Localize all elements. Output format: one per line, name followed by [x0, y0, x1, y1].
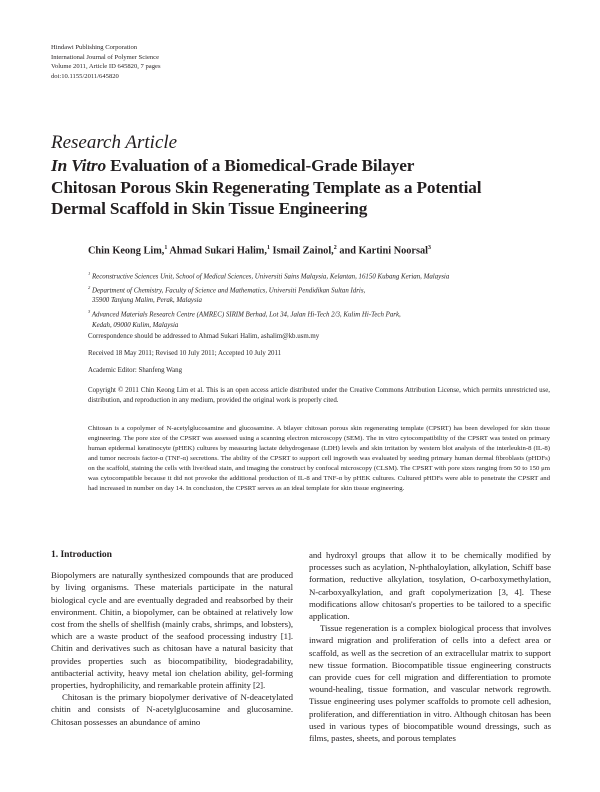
affiliation-1-marker: 1 [88, 271, 91, 276]
academic-editor: Academic Editor: Shanfeng Wang [88, 367, 183, 374]
affiliation-2-cont: 35900 Tanjung Malim, Perak, Malaysia [92, 297, 202, 305]
author-1-affil: 1 [164, 245, 168, 251]
journal-name: International Journal of Polymer Science [51, 53, 160, 61]
publisher-name: Hindawi Publishing Corporation [51, 44, 138, 51]
section-heading: 1. Introduction [51, 549, 112, 560]
intro-paragraph-4: Tissue regeneration is a complex biological process that involves inward migration and proliferation of cells into a defect area or scaffold, as well as the secretion of an extracellular matrix to support new tissue formation. Biocompatible tissue engineering constructs can provide cues for cell migration and differentiation to promote wound-healing, tissue formation, and vascular network regrowth. Tissue engineering uses polymer scaffolds to promote cell adhesion, proliferation, and differentiation in vitro. Although chitosan has been used in various types of biocompatible wound dressings, such as films, pastes, sheets, and porous templates [309, 623, 551, 744]
intro-paragraph-1: Biopolymers are naturally synthesized compounds that are produced by living organisms. These materials participate in the natural biological cycle and are eventually degraded and reabsorbed by their environment. Chitin, a biopolymer, can be obtained at relatively low cost from the shells of shellfish (mainly crabs, shrimps, and lobsters), which are a waste product of the seafood processing industry [1]. Chitin and derivatives such as chitosan have a natural basicity that provides properties such as biocompatibility, biodegradability, antibacterial activity, heavy metal ion chelation ability, gel-forming properties, hydrophilicity, and remarkable protein affinity [2]. [51, 570, 293, 691]
affiliation-3 [88, 307, 558, 321]
title-italic: In Vitro [51, 156, 106, 175]
author-2: Ahmad Sukari Halim, [167, 245, 267, 257]
left-column [51, 549, 293, 728]
affiliation-2-marker: 2 [88, 284, 91, 290]
title-line3: Dermal Scaffold in Skin Tissue Engineering [51, 199, 368, 218]
author-1: Chin Keong Lim, [88, 245, 165, 257]
intro-paragraph-2: Chitosan is the primary biopolymer derivative of N-deacetylated chitin and consists of N-acetylglucosamine and glucosamine. Chitosan possesses an abundance of amino [51, 692, 293, 727]
affiliation-3-cont: Kedah, 09000 Kulim, Malaysia [92, 321, 179, 329]
abstract: Chitosan is a copolymer of N-acetylglucosamine and glucosamine. A bilayer chitosan porous skin regenerating template (CPSRT) has been developed for skin tissue engineering. The pore size of the CPSRT was assessed using a scanning electron microscopy (SEM). The in vitro cytocompatibility of the CPSRT was tested on primary human epidermal keratinocyte (pHEK) cultures by measuring lactate dehydrogenase (LDH) levels and skin irritation by western blot analysis of the interleukin-8 (IL-8) and tumor necrosis factor-α (TNF-α) secretions. The ability of the CPSRT to support cell ingrowth was evaluated by seeding primary human dermal fibroblasts (pHDFs) on the scaffold, staining the cells with live/dead stain, and imaging the construct by confocal microscopy (CLSM). The CPSRT with pore sizes ranging from 50 to 150 μm was cytocompatible because it did not provoke the additional production of IL-8 and TNF-α by pHEK cultures. Cultured pHDFs were able to penetrate the CPSRT and had increased in number on day 14. In conclusion, the CPSRT serves as an ideal template for skin tissue engineering. [88, 425, 550, 493]
correspondence: Correspondence should be addressed to Ahmad Sukari Halim, ashalim@kb.usm.my [88, 333, 320, 340]
affiliation-1 [88, 269, 558, 283]
copyright-notice: Copyright © 2011 Chin Keong Lim et al. This is an open access article distributed under the Creative Commons Attribution License, which permits unrestricted use, distribution, and reproduction in any medium, provided the original work is properly cited. [88, 387, 550, 405]
article-dates: Received 18 May 2011; Revised 10 July 2011; Accepted 10 July 2011 [88, 350, 282, 357]
author-4: and Kartini Noorsal [336, 245, 429, 257]
affiliation-3-marker: 3 [88, 308, 91, 314]
title-line2: Chitosan Porous Skin Regenerating Template as a Potential [51, 177, 482, 197]
intro-paragraph-3: and hydroxyl groups that allow it to be chemically modified by processes such as acylation, N-phthaloylation, alkylation, Schiff base formation, reductive alkylation, tosylation, O-carboxymethylation, N-carboxyalkylation, and graft copolymerization [3, 4]. These modifications allow chitosan's properties to be tailored to a specific application. [309, 550, 551, 622]
article-title [51, 155, 551, 220]
author-list [88, 245, 431, 256]
article-type: Research Article [51, 132, 178, 153]
title-line1: Evaluation of a Biomedical-Grade Bilayer [106, 156, 415, 175]
author-3-affil: 2 [333, 245, 337, 251]
affiliation-3-text: Advanced Materials Research Centre (AMREC) SIRIM Berhad, Lot 34, Jalan Hi-Tech 2/3, Kulim Hi-Tech Park, [90, 311, 401, 319]
affiliations [88, 269, 558, 331]
author-4-affil: 3 [428, 245, 432, 251]
doi: doi:10.1155/2011/645820 [51, 72, 119, 80]
author-3: Ismail Zainol, [269, 245, 334, 257]
affiliation-1-text: Reconstructive Sciences Unit, School of Medical Sciences, Universiti Sains Malaysia, Kelantan, 16150 Kubang Kerian, Malaysia [90, 273, 450, 281]
journal-header [51, 43, 161, 81]
right-column [309, 549, 551, 744]
affiliation-2-text: Department of Chemistry, Faculty of Science and Mathematics, Universiti Pendidikan Sultan Idris, [90, 287, 366, 294]
affiliation-2 [88, 283, 558, 297]
author-2-affil: 1 [266, 245, 270, 251]
volume-info: Volume 2011, Article ID 645820, 7 pages [51, 63, 161, 71]
